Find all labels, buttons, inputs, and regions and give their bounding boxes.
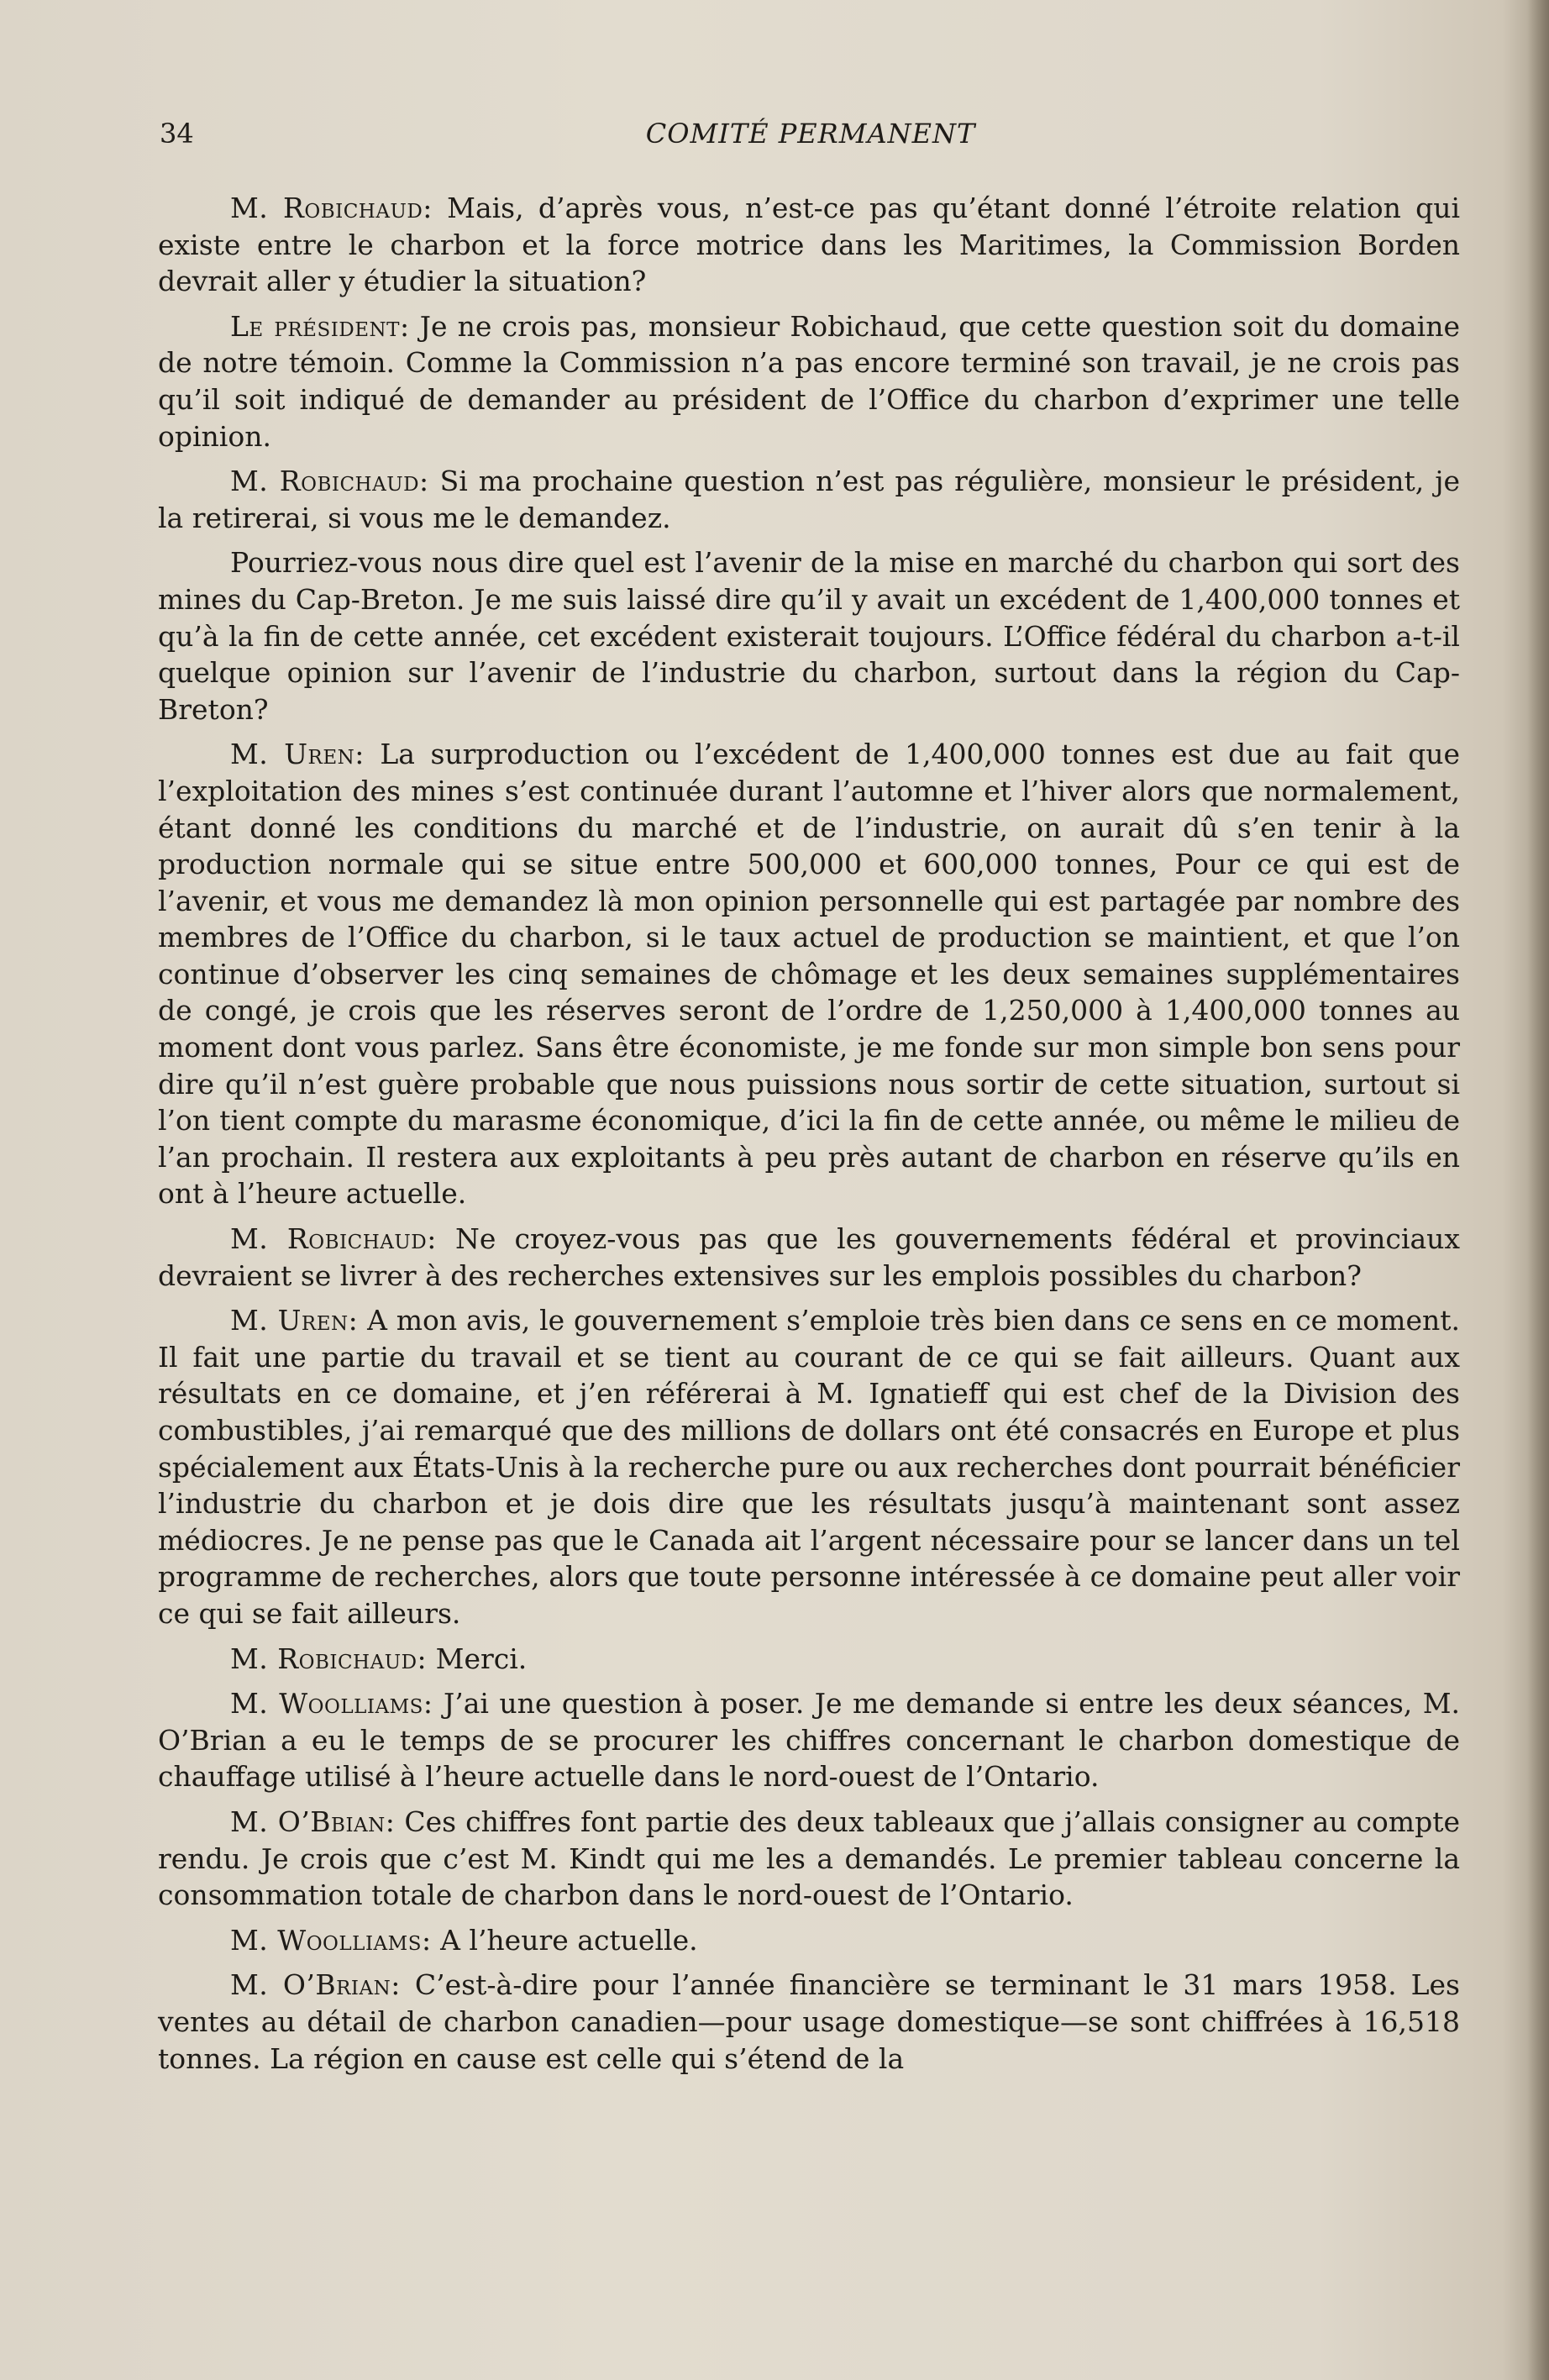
paragraph — [158, 1967, 1460, 2077]
paragraph-text: Merci. — [427, 1642, 528, 1675]
paragraph — [158, 190, 1460, 300]
paragraph — [158, 1221, 1460, 1294]
paragraph-text: J’ai une question à poser. Je me demande si entre les deux séances, M. O’Brian a eu le temps de se procurer les chiffres concernant le charbon domestique de chauffage utilisé à l’heure actuelle dans le nord-ouest de l’Ontario. — [158, 1687, 1460, 1794]
paragraph — [158, 1641, 1460, 1678]
speaker-name: M. Robichaud: — [230, 192, 433, 224]
paragraph — [158, 1685, 1460, 1795]
speaker-name: M. Woolliams: — [230, 1687, 433, 1721]
paragraph-text: Pourriez-vous nous dire quel est l’avenir de la mise en marché du charbon qui sort des mines du Cap-Breton. Je me suis laissé dire qu’il y avait un excédent de 1,400,000 tonnes et qu’à la fin de cette année, cet excédent existerait toujours. L’Office fédéral du charbon a-t-il quelque opinion sur l’avenir de l’industrie du charbon, surtout dans la région du Cap-Breton? — [158, 546, 1460, 726]
speaker-name: M. Uren: — [230, 1304, 359, 1337]
paragraph-text: Ces chiffres font partie des deux tableaux que j’allais consigner au compte rendu. Je crois que c’est M. Kindt qui me les a demandés. Le premier tableau concerne la consommation totale de charbon dans le nord-ouest de l’Ontario. — [158, 1805, 1461, 1912]
paragraph-text: Ne croyez-vous pas que les gouvernements fédéral et provinciaux devraient se livrer à des recherches extensives sur les emplois possibles du charbon? — [158, 1222, 1460, 1292]
page-header — [160, 118, 1462, 151]
paragraph — [158, 1302, 1460, 1631]
speaker-name: M. Robichaud: — [230, 1642, 428, 1675]
paragraph-text: A mon avis, le gouvernement s’emploie très bien dans ce sens en ce moment. Il fait une partie du travail et se tient au courant de ce qui se fait ailleurs. Quant aux résultats en ce domaine, et j’en référerai à M. Ignatieff qui est chef de la Division des combustibles, j’ai remarqué que des millions de dollars ont été consacrés en Europe et plus spécialement aux États-Unis à la recherche pure ou aux recherches dont pourrait bénéficier l’industrie du charbon et je dois dire que les résultats jusqu’à maintenant sont assez médiocres. Je ne pense pas que le Canada ait l’argent nécessaire pour se lancer dans un tel programme de recherches, alors que toute personne intéressée à ce domaine peut aller voir ce qui se fait ailleurs. — [158, 1304, 1460, 1630]
paragraph-text: La surproduction ou l’excédent de 1,400,000 tonnes est due au fait que l’exploitation des mines s’est continuée durant l’automne et l’hiver alors que normalement, étant donné les conditions du marché et de l’industrie, on aurait dû s’en tenir à la production normale qui se situe entre 500,000 et 600,000 tonnes, Pour ce qui est de l’avenir, et vous me demandez là mon opinion personnelle qui est partagée par nombre des membres de l’Office du charbon, si le taux actuel de production se maintient, et que l’on continue d’observer les cinq semaines de chômage et les deux semaines supplémentaires de congé, je crois que les réserves seront de l’ordre de 1,250,000 à 1,400,000 tonnes au moment dont vous parlez. Sans être économiste, je me fonde sur mon simple bon sens pour dire qu’il n’est guère probable que nous puissions nous sortir de cette situation, surtout si l’on tient compte du marasme économique, d’ici la fin de cette année, ou même le milieu de l’an prochain. Il restera aux exploitants à peu près autant de charbon en réserve qu’ils en ont à l’heure actuelle. — [158, 738, 1460, 1211]
paragraph — [158, 1804, 1460, 1914]
speaker-name: M. O’Bbian: — [230, 1805, 396, 1838]
speaker-name: M. Robichaud: — [230, 1222, 437, 1256]
paragraph — [158, 544, 1460, 728]
paragraph — [158, 308, 1460, 454]
body-text — [158, 190, 1460, 2085]
paragraph-text: Je ne crois pas, monsieur Robichaud, que cette question soit du domaine de notre témoin. Comme la Commission n’a pas encore terminé son travail, je ne crois pas qu’il soit indiqué de demander au président de l’Office du charbon d’exprimer une telle opinion. — [158, 309, 1460, 453]
paragraph-text: C’est-à-dire pour l’année financière se terminant le 31 mars 1958. Les ventes au détail de charbon canadien—pour usage domestique—se sont chiffrées à 16,518 tonnes. La région en cause est celle qui s’étend de la — [158, 1968, 1460, 2075]
running-title: COMITÉ PERMANENT — [645, 118, 976, 150]
speaker-name: M. Woolliams: — [230, 1923, 432, 1957]
speaker-name: M. Uren: — [230, 738, 365, 771]
speaker-name: M. O’Brian: — [230, 1968, 401, 2002]
paragraph — [158, 736, 1460, 1212]
paragraph — [158, 463, 1460, 536]
paragraph-text: A l’heure actuelle. — [431, 1923, 698, 1957]
speaker-name: M. Robichaud: — [230, 465, 429, 498]
paragraph — [158, 1922, 1460, 1959]
paragraph-text: Si ma prochaine question n’est pas régulière, monsieur le président, je la retirerai, si vous me le demandez. — [158, 465, 1460, 534]
page-number: 34 — [160, 118, 194, 150]
speaker-name: Le président: — [230, 309, 410, 343]
paragraph-text: Mais, d’après vous, n’est-ce pas qu’étant donné l’étroite relation qui existe entre le charbon et la force motrice dans les Maritimes, la Commission Borden devrait aller y étudier la situation? — [158, 192, 1460, 298]
